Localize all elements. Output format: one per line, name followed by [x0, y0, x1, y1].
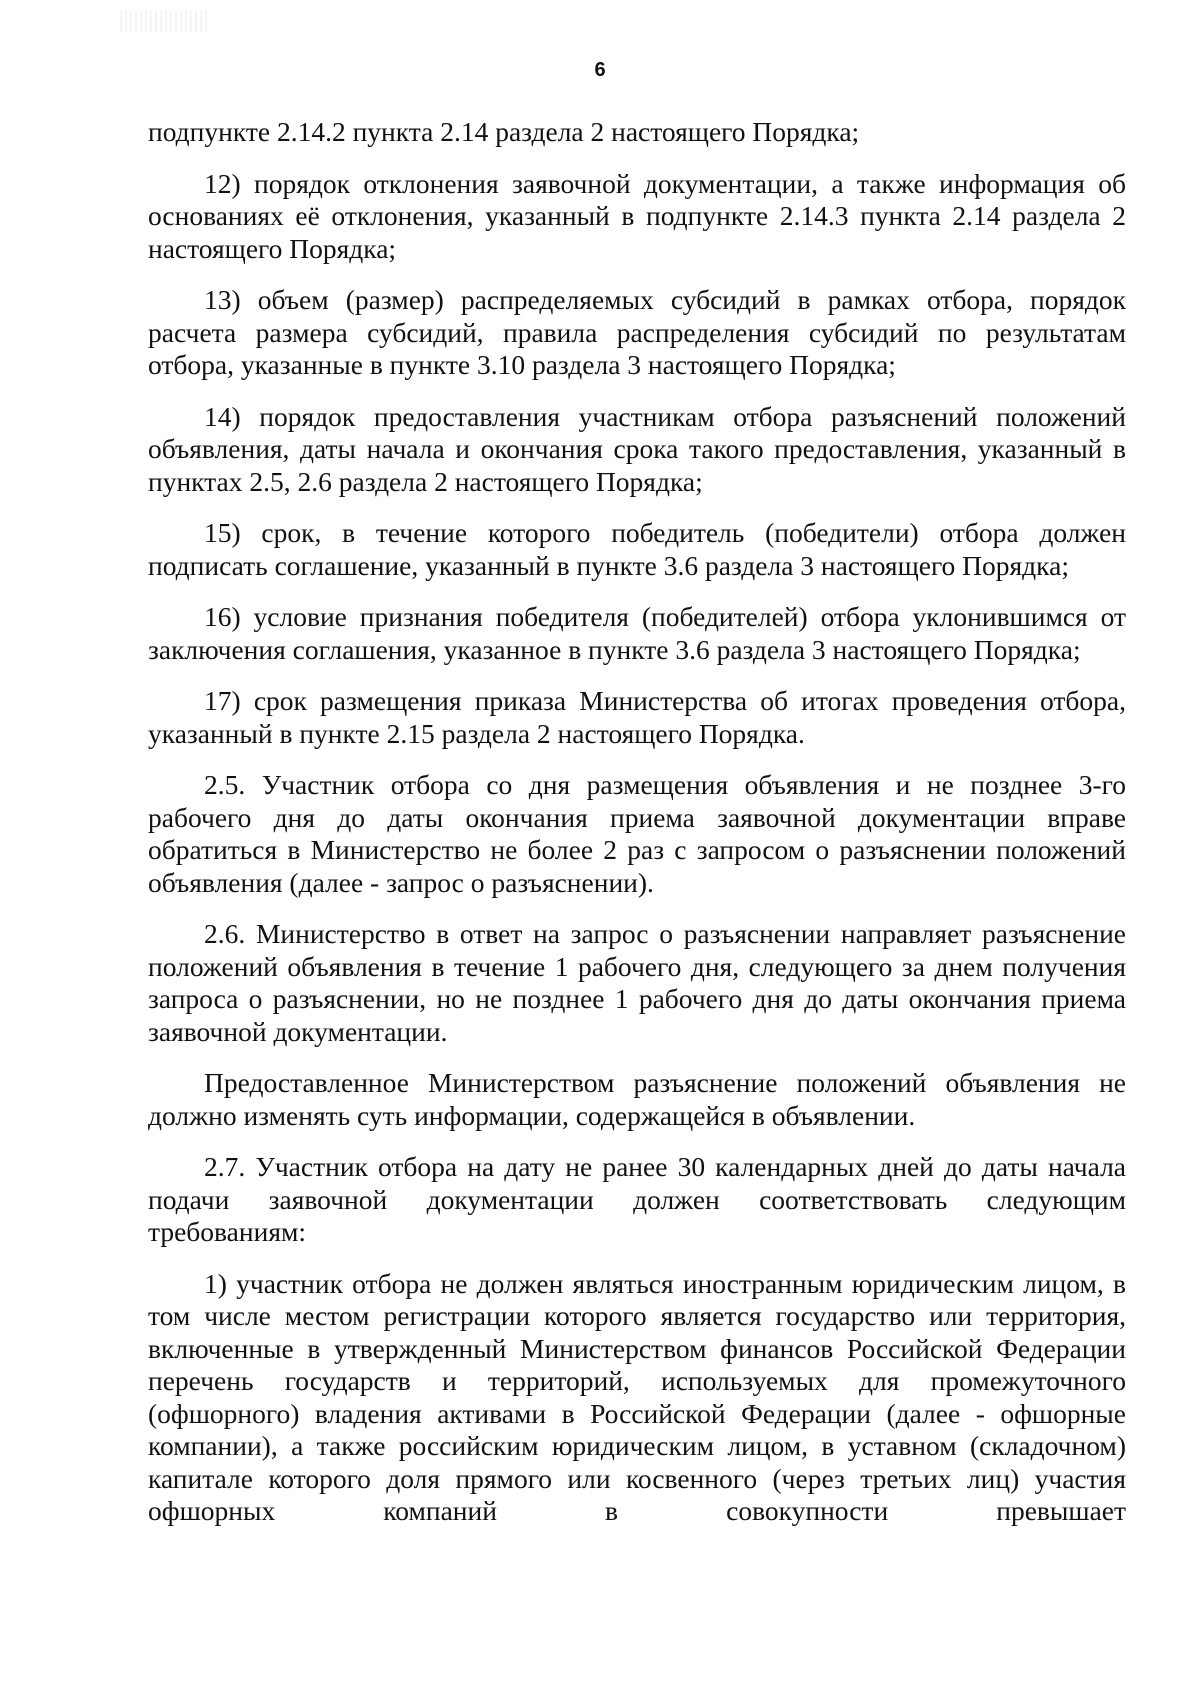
paragraph-item-14: 14) порядок предоставления участникам отбора разъяснений положений объявления, даты начала и окончания срока такого предоставления, указанный в пунктах 2.5, 2.6 раздела 2 настоящего Порядка;: [148, 400, 1126, 497]
scan-artifact: [120, 10, 210, 32]
paragraph-clause-2-7: 2.7. Участник отбора на дату не ранее 30 календарных дней до даты начала подачи заявочной документации должен соответствовать следующим требованиям:: [148, 1151, 1126, 1247]
paragraph-item-12: 12) порядок отклонения заявочной документации, а также информация об основаниях её отклонения, указанный в подпункте 2.14.3 пункта 2.14 раздела 2 настоящего Порядка;: [148, 167, 1126, 264]
paragraph-item-13: 13) объем (размер) распределяемых субсидий в рамках отбора, порядок расчета размера субсидий, правила распределения субсидий по результатам отбора, указанные в пункте 3.10 раздела 3 настоящего Порядка;: [148, 284, 1126, 380]
paragraph-clarification-note: Предоставленное Министерством разъяснение положений объявления не должно изменять суть информации, содержащейся в объявлении.: [148, 1067, 1126, 1131]
document-body: [148, 116, 1126, 1547]
page-number: 6: [594, 59, 606, 81]
paragraph-item-16: 16) условие признания победителя (победителей) отбора уклонившимся от заключения соглашения, указанное в пункте 3.6 раздела 3 настоящего Порядка;: [148, 601, 1126, 665]
paragraph-clause-2-5: 2.5. Участник отбора со дня размещения объявления и не позднее 3-го рабочего дня до даты окончания приема заявочной документации вправе обратиться в Министерство не более 2 раз с запросом о разъяснении положений объявления (далее - запрос о разъяснении).: [148, 769, 1126, 898]
paragraph-requirement-1: 1) участник отбора не должен являться иностранным юридическим лицом, в том числе местом регистрации которого является государство или территория, включенные в утвержденный Министерством финансов Российской Федерации перечень государств и территорий, используемых для промежуточного (офшорного) владения активами в Российской Федерации (далее - офшорные компании), а также российским юридическим лицом, в уставном (складочном) капитале которого доля прямого или косвенного (через третьих лиц) участия офшорных компаний в совокупности превышает: [148, 1267, 1126, 1526]
paragraph-clause-2-6: 2.6. Министерство в ответ на запрос о разъяснении направляет разъяснение положений объявления в течение 1 рабочего дня, следующего за днем получения запроса о разъяснении, но не позднее 1 рабочего дня до даты окончания приема заявочной документации.: [148, 918, 1126, 1047]
paragraph-item-15: 15) срок, в течение которого победитель (победители) отбора должен подписать соглашение, указанный в пункте 3.6 раздела 3 настоящего Порядка;: [148, 517, 1126, 581]
paragraph-continuation: подпункте 2.14.2 пункта 2.14 раздела 2 настоящего Порядка;: [148, 116, 860, 147]
paragraph-item-17: 17) срок размещения приказа Министерства об итогах проведения отбора, указанный в пункте 2.15 раздела 2 настоящего Порядка.: [148, 685, 1126, 749]
